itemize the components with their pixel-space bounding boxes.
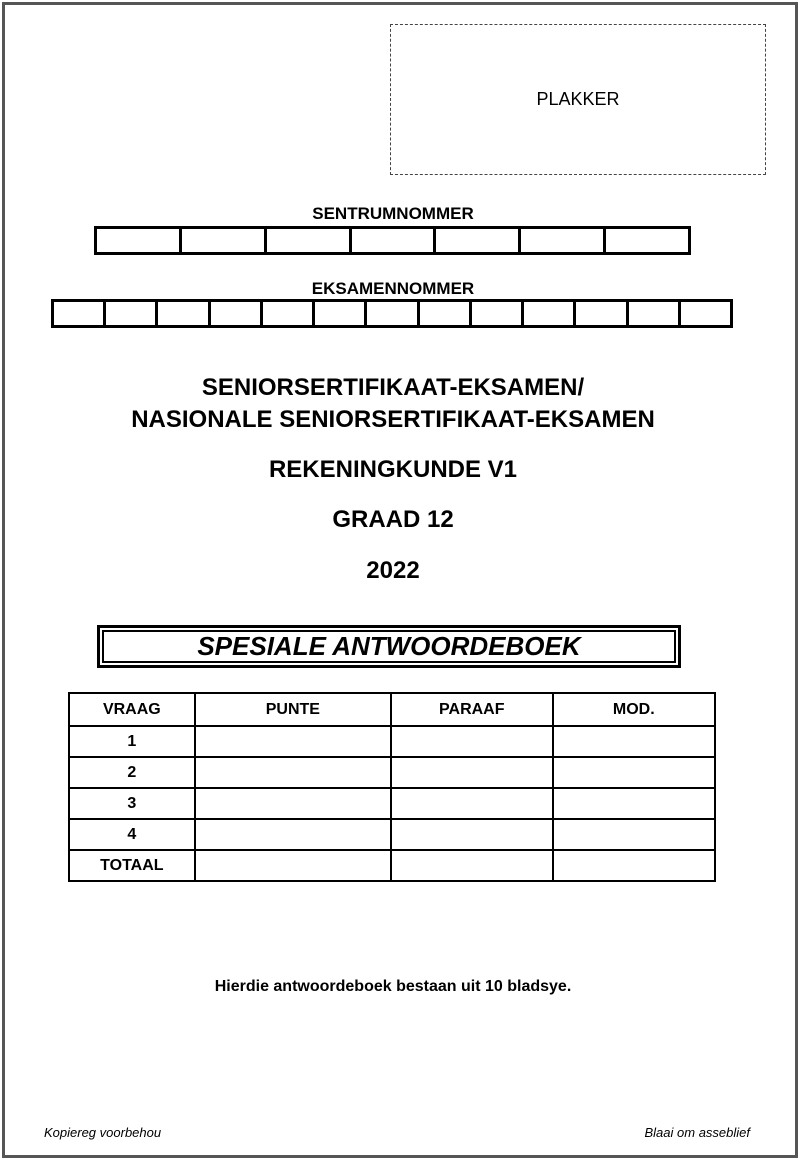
turn-page-footer: Blaai om asseblief bbox=[644, 1125, 750, 1140]
exam-number-digit-box[interactable] bbox=[472, 302, 524, 325]
subject-title: REKENINGKUNDE V1 bbox=[268, 456, 518, 483]
sticker-area bbox=[390, 24, 766, 175]
exam-number-label: EKSAMENNOMMER bbox=[311, 279, 475, 298]
table-row bbox=[69, 757, 715, 788]
centre-number-digit-box[interactable] bbox=[267, 229, 352, 252]
question-number: 4 bbox=[69, 819, 195, 850]
centre-number-digit-box[interactable] bbox=[436, 229, 521, 252]
table-row-total bbox=[69, 850, 715, 881]
booklet-title-box bbox=[97, 625, 681, 668]
exam-number-digit-box[interactable] bbox=[524, 302, 576, 325]
exam-number-digit-box[interactable] bbox=[263, 302, 315, 325]
initial-cell[interactable] bbox=[391, 757, 553, 788]
exam-number-digit-box[interactable] bbox=[576, 302, 628, 325]
exam-title-line2: NASIONALE SENIORSERTIFIKAAT-EKSAMEN bbox=[131, 406, 655, 433]
marks-cell[interactable] bbox=[195, 757, 391, 788]
initial-cell[interactable] bbox=[391, 788, 553, 819]
question-number: 1 bbox=[69, 726, 195, 757]
marks-cell[interactable] bbox=[195, 850, 391, 881]
table-row bbox=[69, 788, 715, 819]
moderation-cell[interactable] bbox=[553, 757, 715, 788]
header-marks: PUNTE bbox=[195, 693, 391, 726]
table-header-row bbox=[69, 693, 715, 726]
exam-number-digit-box[interactable] bbox=[315, 302, 367, 325]
exam-number-digit-box[interactable] bbox=[106, 302, 158, 325]
exam-number-digit-box[interactable] bbox=[211, 302, 263, 325]
exam-number-digit-box[interactable] bbox=[420, 302, 472, 325]
initial-cell[interactable] bbox=[391, 726, 553, 757]
exam-number-digit-box[interactable] bbox=[629, 302, 681, 325]
centre-number-label: SENTRUMNOMMER bbox=[312, 204, 474, 223]
sticker-label: PLAKKER bbox=[536, 89, 620, 109]
copyright-footer: Kopiereg voorbehou bbox=[44, 1125, 162, 1140]
moderation-cell[interactable] bbox=[553, 726, 715, 757]
header-initial: PARAAF bbox=[391, 693, 553, 726]
header-question: VRAAG bbox=[69, 693, 195, 726]
exam-number-digit-box[interactable] bbox=[681, 302, 733, 325]
header-moderation: MOD. bbox=[553, 693, 715, 726]
marks-cell[interactable] bbox=[195, 819, 391, 850]
exam-number-digit-box[interactable] bbox=[158, 302, 210, 325]
moderation-cell[interactable] bbox=[553, 788, 715, 819]
booklet-title: SPESIALE ANTWOORDEBOEK bbox=[102, 630, 676, 663]
centre-number-digit-box[interactable] bbox=[352, 229, 437, 252]
initial-cell[interactable] bbox=[391, 850, 553, 881]
initial-cell[interactable] bbox=[391, 819, 553, 850]
centre-number-digit-box[interactable] bbox=[521, 229, 606, 252]
grade-title: GRAAD 12 bbox=[332, 506, 454, 533]
moderation-cell[interactable] bbox=[553, 819, 715, 850]
marks-cell[interactable] bbox=[195, 726, 391, 757]
exam-number-boxes[interactable] bbox=[51, 299, 733, 328]
total-label: TOTAAL bbox=[69, 850, 195, 881]
year-title: 2022 bbox=[366, 557, 420, 584]
page-count-note: Hierdie antwoordeboek bestaan uit 10 bladsye. bbox=[214, 978, 572, 995]
centre-number-digit-box[interactable] bbox=[182, 229, 267, 252]
exam-number-digit-box[interactable] bbox=[367, 302, 419, 325]
marks-table bbox=[68, 692, 716, 882]
question-number: 2 bbox=[69, 757, 195, 788]
question-number: 3 bbox=[69, 788, 195, 819]
exam-title-line1: SENIORSERTIFIKAAT-EKSAMEN/ bbox=[201, 374, 585, 401]
centre-number-digit-box[interactable] bbox=[606, 229, 691, 252]
exam-number-digit-box[interactable] bbox=[54, 302, 106, 325]
marks-cell[interactable] bbox=[195, 788, 391, 819]
moderation-cell[interactable] bbox=[553, 850, 715, 881]
table-row bbox=[69, 726, 715, 757]
centre-number-boxes[interactable] bbox=[94, 226, 691, 255]
table-row bbox=[69, 819, 715, 850]
centre-number-digit-box[interactable] bbox=[97, 229, 182, 252]
